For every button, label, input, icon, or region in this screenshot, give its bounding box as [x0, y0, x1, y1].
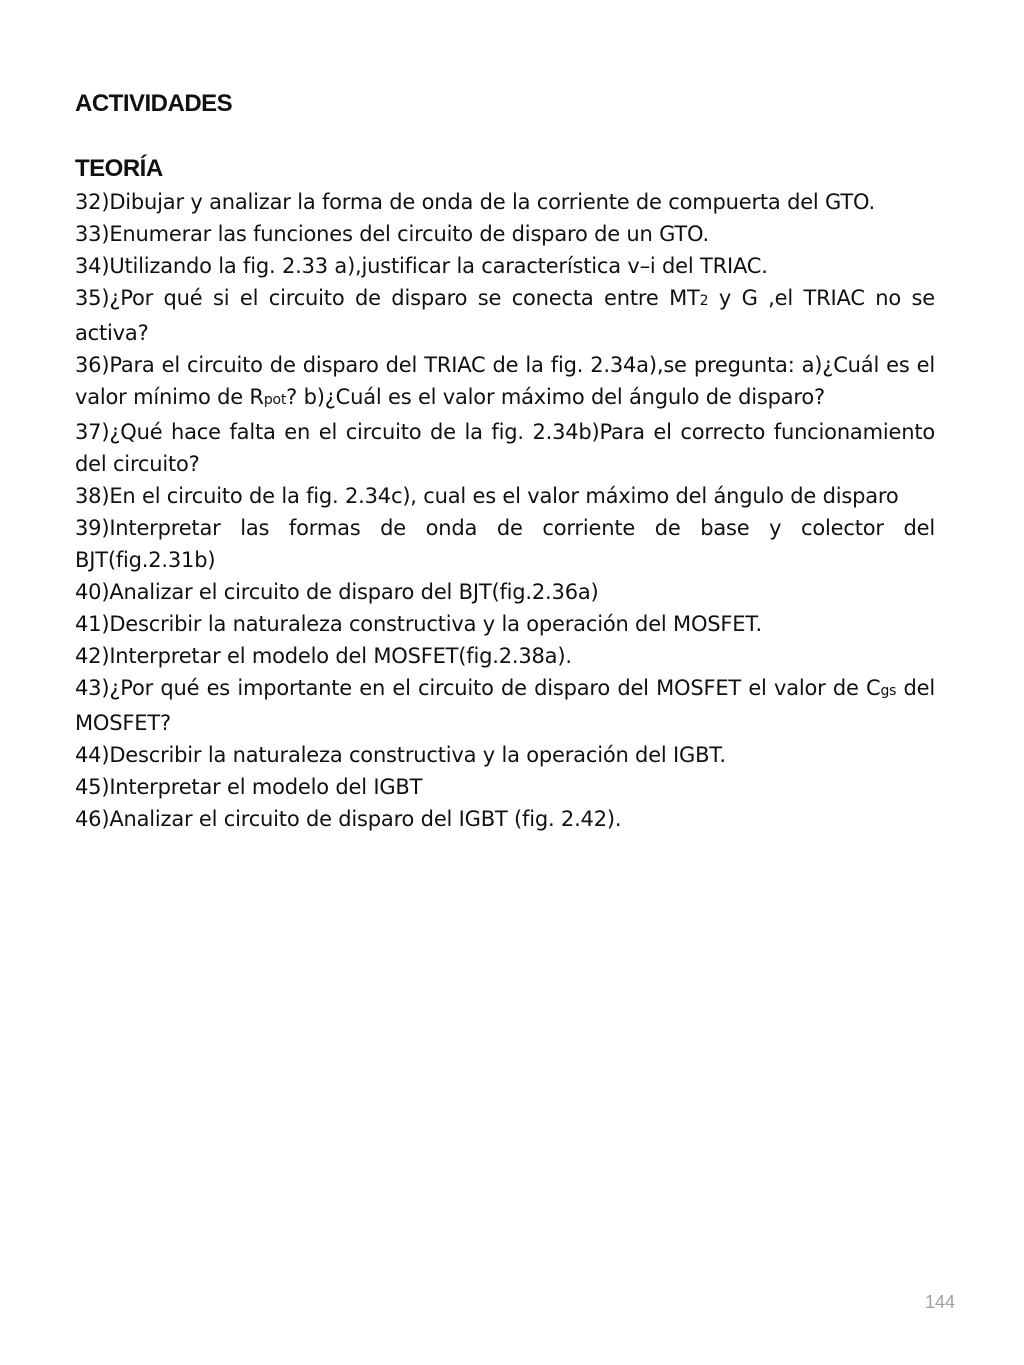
question-item-37: 37)¿Qué hace falta en el circuito de la fig. 2.34b)Para el correcto funcionamiento del circuito?: [75, 420, 935, 476]
question-item-40: 40)Analizar el circuito de disparo del BJT(fig.2.36a): [75, 580, 599, 604]
question-item-34: 34)Utilizando la fig. 2.33 a),justificar la característica v–i del TRIAC.: [75, 254, 768, 278]
question-text: ? b)¿Cuál es el valor máximo del ángulo de disparo?: [286, 385, 825, 409]
page-number: 144: [925, 1292, 956, 1312]
question-item-41: 41)Describir la naturaleza constructiva y la operación del MOSFET.: [75, 612, 762, 636]
question-item-46: 46)Analizar el circuito de disparo del IGBT (fig. 2.42).: [75, 807, 622, 831]
question-item-35: [75, 282, 935, 349]
question-item-39: 39)Interpretar las formas de onda de corriente de base y colector del BJT(fig.2.31b): [75, 516, 935, 572]
question-text: y G ,el TRIAC no se activa?: [75, 286, 935, 345]
question-list: [75, 186, 935, 835]
question-item-44: 44)Describir la naturaleza constructiva y la operación del IGBT.: [75, 743, 726, 767]
question-text: 35)¿Por qué si el circuito de disparo se conecta entre MT: [75, 286, 700, 310]
subscript: pot: [263, 392, 287, 408]
question-item-32: 32)Dibujar y analizar la forma de onda de la corriente de compuerta del GTO.: [75, 190, 875, 214]
question-item-42: 42)Interpretar el modelo del MOSFET(fig.2.38a).: [75, 644, 572, 668]
subscript: 2: [699, 293, 709, 309]
question-item-38: 38)En el circuito de la fig. 2.34c), cual es el valor máximo del ángulo de disparo: [75, 484, 899, 508]
question-item-45: 45)Interpretar el modelo del IGBT: [75, 775, 423, 799]
subsection-title-teoria: TEORÍA: [75, 155, 163, 182]
question-text: del MOSFET?: [75, 676, 935, 735]
question-text: 36)Para el circuito de disparo del TRIAC de la fig. 2.34a),se pregunta: a)¿Cuál es el valor mínimo de R: [75, 353, 935, 409]
question-item-33: 33)Enumerar las funciones del circuito de disparo de un GTO.: [75, 222, 710, 246]
subscript: gs: [880, 683, 897, 699]
question-item-36: [75, 349, 935, 416]
question-text: 43)¿Por qué es importante en el circuito de disparo del MOSFET el valor de C: [75, 676, 881, 700]
section-title-actividades: ACTIVIDADES: [75, 90, 233, 117]
question-item-43: [75, 672, 935, 739]
